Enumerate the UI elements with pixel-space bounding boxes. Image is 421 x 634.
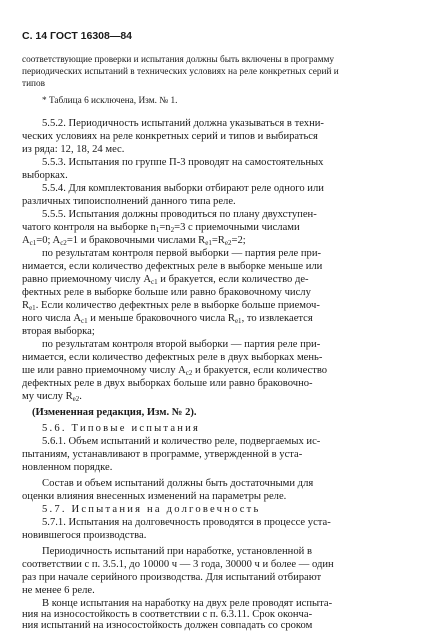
text-line: вторая выборка;: [22, 326, 95, 337]
text-line: 5.5.5. Испытания должны проводиться по плану двухступен-: [42, 209, 317, 220]
text-line: ния на износостойкость в соответствии с п. 6.3.11. Срок оконча-: [22, 609, 313, 620]
page-header: С. 14 ГОСТ 16308—84: [22, 30, 133, 42]
section-heading: 5.7. Испытания на долговечность: [42, 504, 261, 515]
text-line: по результатам контроля второй выборки — партия реле при-: [42, 339, 321, 350]
text-line-formula: чатого контроля на выборке $n_1=n_2=3$ с приемочными числами: [22, 222, 300, 234]
text-line: нимается, если количество дефектных реле в двух выборках мень-: [22, 352, 323, 363]
footnote: * Таблица 6 исключена, Изм. № 1.: [42, 96, 178, 106]
text-line: пытаниям, устанавливают в программе, утвержденной в уста-: [22, 449, 303, 460]
text-line: раз при начале серийного производства. Для испытаний отбирают: [22, 572, 322, 583]
text-line: Периодичность испытаний при наработке, установленной в: [42, 546, 312, 557]
text-line: Состав и объем испытаний должны быть достаточными для: [42, 478, 314, 489]
text-line: 5.6.1. Объем испытаний и количество реле, подвергаемых ис-: [42, 436, 321, 447]
text-line-formula: равно приемочному числу $A_{c1}$ и бракуется, если количество де-: [22, 274, 309, 286]
text-line: дефектных реле в двух выборках больше или равно браковочно-: [22, 378, 313, 389]
text-line: ния испытаний на износостойкость должен совпадать со сроком: [22, 620, 313, 631]
revision-note: (Измененная редакция, Изм. № 2).: [32, 407, 197, 418]
text-line: фектных реле в выборке больше или равно браковочному числу: [22, 287, 311, 298]
text-line-formula: ного числа $A_{c1}$ и меньше браковочного числа $R_{e1}$, то извлекается: [22, 313, 313, 325]
text-line: 5.5.2. Периодичность испытаний должна указываться в техни-: [42, 118, 324, 129]
text-line: из ряда: 12, 18, 24 мес.: [22, 144, 125, 155]
intro-line-2: периодических испытаний в технических условиях на реле конкретных серий и: [22, 67, 339, 77]
text-line: 5.7.1. Испытания на долговечность проводятся в процессе уста-: [42, 517, 331, 528]
section-heading: 5.6. Типовые испытания: [42, 423, 201, 434]
text-line: В конце испытания на наработку на двух реле проводят испыта-: [42, 598, 333, 609]
text-line: 5.5.4. Для комплектования выборки отбирают реле одного или: [42, 183, 324, 194]
text-line: соответствии с п. 3.5.1, до 10000 ч — 3 года, 30000 ч и более — один: [22, 559, 334, 570]
text-line: оценки влияния внесенных изменений на параметры реле.: [22, 491, 287, 502]
text-line: новившегося производства.: [22, 530, 147, 541]
text-line: ческих условиях на реле конкретных серий и типов и выбираться: [22, 131, 318, 142]
text-line-formula: ше или равно приемочному числу $A_{c2}$ и бракуется, если количество: [22, 365, 328, 377]
text-line: нимается, если количество дефектных реле в выборке меньше или: [22, 261, 323, 272]
intro-line-1: соответствующие проверки и испытания должны быть включены в программу: [22, 55, 335, 65]
text-line-formula: му числу $R_{e2}$.: [22, 391, 82, 403]
text-line: выборках.: [22, 170, 68, 181]
intro-line-3: типов: [22, 79, 46, 89]
text-line-formula: $A_{c1}=0$; $A_{c2}=1$ и браковочными числами $R_{e1}=R_{e2}=2$;: [22, 235, 246, 247]
text-line: различных типоисполнений данного типа реле.: [22, 196, 236, 207]
text-line: по результатам контроля первой выборки — партия реле при-: [42, 248, 322, 259]
text-line: 5.5.3. Испытания по группе П-3 проводят на самостоятельных: [42, 157, 324, 168]
text-line: не менее 6 реле.: [22, 585, 95, 596]
text-line-formula: $R_{e1}$. Если количество дефектных реле в выборке больше приемоч-: [22, 300, 320, 312]
text-line: новленном порядке.: [22, 462, 113, 473]
